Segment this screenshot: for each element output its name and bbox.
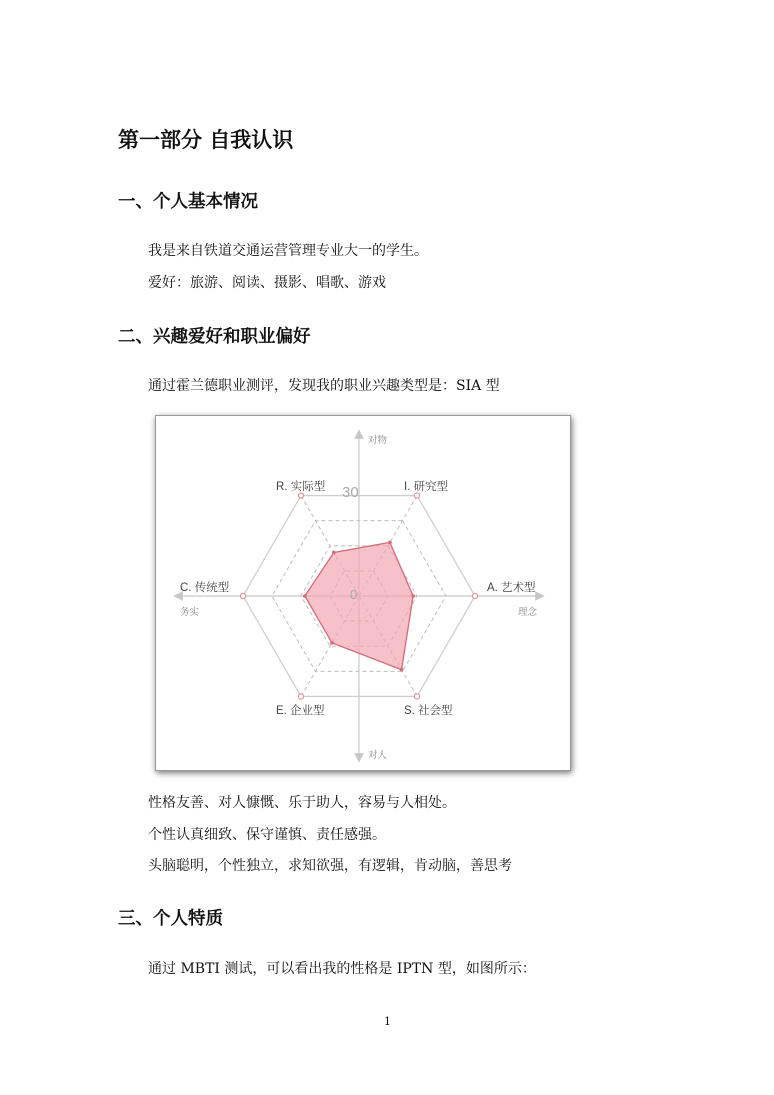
section2-heading: 二、兴趣爱好和职业偏好 [118, 327, 311, 347]
category-label-R: R. 实际型 [276, 481, 326, 493]
radar-vertex-marker-3 [414, 694, 419, 699]
section1-line-1: 我是来自铁道交通运营管理专业大一的学生。 [148, 243, 428, 259]
tick-label-center: 0 [350, 587, 358, 602]
section2-intro: 通过霍兰德职业测评，发现我的职业兴趣类型是：SIA 型 [148, 378, 500, 394]
radar-data-point-3 [400, 668, 404, 672]
radar-data-point-6 [332, 551, 336, 555]
radar-data-point-4 [330, 641, 334, 645]
axis-label-left: 务实 [180, 607, 200, 618]
radar-vertex-marker-4 [298, 694, 303, 699]
section1-line-2: 爱好：旅游、阅读、摄影、唱歌、游戏 [148, 275, 386, 291]
category-label-I: I. 研究型 [404, 481, 449, 493]
radar-vertex-marker-6 [298, 493, 303, 498]
section2-line-3: 头脑聪明，个性独立，求知欲强，有逻辑，肯动脑，善思考 [148, 858, 512, 874]
tick-label-max: 30 [342, 484, 359, 501]
category-label-S: S. 社会型 [404, 705, 453, 717]
axis-label-right: 理念 [518, 607, 538, 618]
section2-line-1: 性格友善、对人慷慨、乐于助人，容易与人相处。 [148, 795, 456, 811]
radar-vertex-marker-5 [240, 593, 245, 598]
category-label-C: C. 传统型 [180, 582, 230, 594]
holland-radar-chart [155, 415, 571, 771]
axis-label-top: 对物 [368, 435, 388, 446]
radar-data-point-5 [303, 594, 307, 598]
section2-line-2: 个性认真细致、保守谨慎、责任感强。 [148, 827, 386, 843]
radar-vertex-marker-2 [472, 593, 477, 598]
section1-heading: 一、个人基本情况 [118, 192, 258, 212]
page-number: 1 [384, 1015, 391, 1028]
axis-label-bottom: 对人 [368, 750, 388, 761]
radar-data-area [305, 542, 413, 669]
category-label-E: E. 企业型 [276, 705, 325, 717]
category-label-A: A. 艺术型 [487, 582, 536, 594]
radar-data-point-2 [411, 594, 415, 598]
radar-vertex-marker-1 [414, 493, 419, 498]
radar-svg [156, 416, 570, 770]
radar-data-point-1 [388, 541, 392, 545]
section3-heading: 三、个人特质 [118, 909, 223, 929]
section3-intro: 通过 MBTI 测试，可以看出我的性格是 IPTN 型，如图所示： [148, 961, 536, 977]
part-title: 第一部分 自我认识 [118, 128, 294, 152]
